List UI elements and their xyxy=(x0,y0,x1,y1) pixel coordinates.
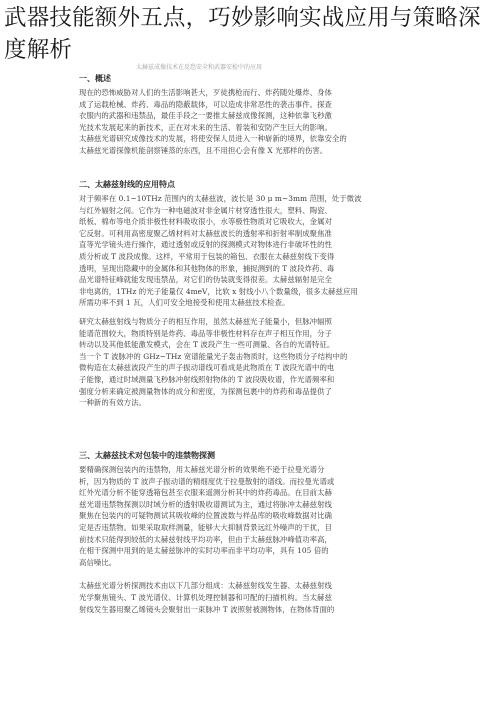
text-line: 析，因为物质的 T 波声子振动谱的精细度优于拉曼散射的谱线。而拉曼光谱或 xyxy=(79,476,335,486)
text-line: 太赫兹光谱研究成像技术的发展，将使安保人员进入一种崭新的境界，依靠安全的 xyxy=(79,134,347,144)
document-header-caption: 太赫兹成像技术在反恐安全和武器安检中的应用 xyxy=(136,64,263,71)
text-line: 定是否违禁物。如果采取取样测量，能够大大抑制背景远红外噪声的干扰，目 xyxy=(79,522,332,532)
article-headline: 武器技能额外五点，巧妙影响实战应用与策略深度解析 xyxy=(4,5,481,63)
text-line: 直等光学镜头进行操作，通过透射或反射的探测模式对物体进行非破坏性的性 xyxy=(79,240,332,250)
text-line: 强度分析来确定被测量物体的成分和密度，为探测包裹中的炸药和毒品提供了 xyxy=(79,386,332,396)
text-line: 光技术发展起来的新技术，正在对未来的生活、着装和安防产生巨大的影响。 xyxy=(79,122,332,132)
text-line: 品光谱特征峰就能发现违禁品，对它们的伪装就变得很差。太赫兹辐射是完全 xyxy=(79,275,332,285)
text-line: 光学聚焦镜头、T 波光谱仪、计算机处理控制器和可配的扫描机构。当太赫兹 xyxy=(79,592,332,602)
text-line: 所需功率不到 1 瓦，人们可安全地接受和使用太赫兹技术检查。 xyxy=(79,298,290,308)
paragraph xyxy=(79,464,472,568)
paragraph xyxy=(79,193,472,309)
section-heading: 二、太赫兹射线的应用特点 xyxy=(79,180,175,189)
text-line: 微构造在太赫兹波段产生的声子振动谱线可看成是此物质在 T 波段光谱中的电 xyxy=(79,363,335,373)
section-contraband-detection xyxy=(79,450,472,622)
text-line: 研究太赫兹射线与物质分子的相互作用，虽然太赫兹光子能量小，但脉冲辐照 xyxy=(79,316,332,326)
section-application-features xyxy=(79,179,472,416)
text-line: 衣服内的武器和违禁品，最佳手段之一要推太赫兹成像探测，这种依靠飞秒激 xyxy=(79,111,332,121)
text-line: 高信噪比。 xyxy=(79,557,117,567)
paragraph xyxy=(79,316,472,409)
text-line: 前技术只能得到较低的太赫兹射线平均功率，但由于太赫兹脉冲峰值功率高， xyxy=(79,534,332,544)
text-line: 子能像，通过时域测量飞秒脉冲射线照射物体的 T 波段吸收谱，作光谱频率和 xyxy=(79,374,335,384)
text-line: 透明，呈现出隐藏中的金属体和其他物体的形象，捕捉测到的 T 波段炸药、毒 xyxy=(79,263,335,273)
section-overview xyxy=(79,73,472,164)
text-line: 能谱范围较大，物质特别是炸药、毒品等非极性材料存在声子相互作用，分子 xyxy=(79,328,332,338)
document-image xyxy=(72,55,472,705)
text-line: 质分析或 T 波段成像。这样，平常用于包装的箱包、衣服在太赫兹射线下变得 xyxy=(79,251,335,261)
text-line: 成了运载枪械、炸药、毒品的隐蔽载体，可以造成非常恶性的袭击事件。探查 xyxy=(79,99,332,109)
paragraph xyxy=(79,580,472,615)
text-line: 现在的恐怖威胁对人们的生活影响甚大，歹徒携枪而行、炸药随处爆炸、身体 xyxy=(79,88,332,97)
text-line: 非电离的，1THz 的光子能量仅 4meV，比软 x 射线小八个数量级，很多太赫兹应用 xyxy=(79,286,358,296)
text-line: 太赫兹光谱探像机能剖察锤蒸的东西，且不用担心会有像 X 光那样的伤害。 xyxy=(79,145,328,155)
text-line: 对于频率在 0.1~10THz 范围内的太赫兹波，波长是 30 μ m~3mm 范围，处于微波 xyxy=(79,194,362,203)
section-heading: 一、概述 xyxy=(79,74,111,83)
text-line: 当一个 T 波脉冲的 GHz~THz 宽谱能量光子轰击物质时，这些物质分子结构中的 xyxy=(79,351,348,361)
section-heading: 三、太赫兹技术对包装中的违禁物探测 xyxy=(79,451,215,460)
text-line: 它反射。可利用高密度聚乙烯材料对太赫兹波长的透射率和折射率制成聚焦准 xyxy=(79,228,332,238)
text-line: 与红外辐射之间。它作为一种电磁波对非金属片材穿透性很大，塑料、陶瓷、 xyxy=(79,205,332,215)
text-line: 转动以及其他低能激发模式，会在 T 波段产生一些可测量、各自的光谱特征。 xyxy=(79,340,335,350)
text-line: 聚焦在包装内的可疑物测试其吸收峰的位置波数与样品库的吸收峰数据对比确 xyxy=(79,511,332,521)
text-line: 纸板、棉布等电介质非极性材料吸收很小，水等极性物质对它吸收大，金属对 xyxy=(79,217,332,227)
text-line: 要精确探测包装内的违禁物，用太赫兹光谱分析的效果绝不逊于拉曼光谱分 xyxy=(79,465,325,474)
text-line: 在相干探测中用到的是太赫兹脉冲的实时功率而非平均功率，具有 105 倍的 xyxy=(79,546,329,556)
text-line: 兹光谱违禁物探测以时域分析的透射吸收谱测试为主，通过将脉冲太赫兹射线 xyxy=(79,499,332,509)
text-line: 一种新的有效方法。 xyxy=(79,398,146,408)
text-line: 红外光谱分析不能穿透箱包甚至衣服来遥测分析其中的炸药毒品。在目前太赫 xyxy=(79,488,332,498)
paragraph xyxy=(79,87,472,157)
text-line: 太赫兹光谱分析探测技术由以下几部分组成：太赫兹射线发生器、太赫兹射线 xyxy=(79,581,332,591)
text-line: 射线发生器用聚乙烯镜头会聚射出一束脉冲 T 波照射被测物体，在物体背面的 xyxy=(79,604,335,614)
